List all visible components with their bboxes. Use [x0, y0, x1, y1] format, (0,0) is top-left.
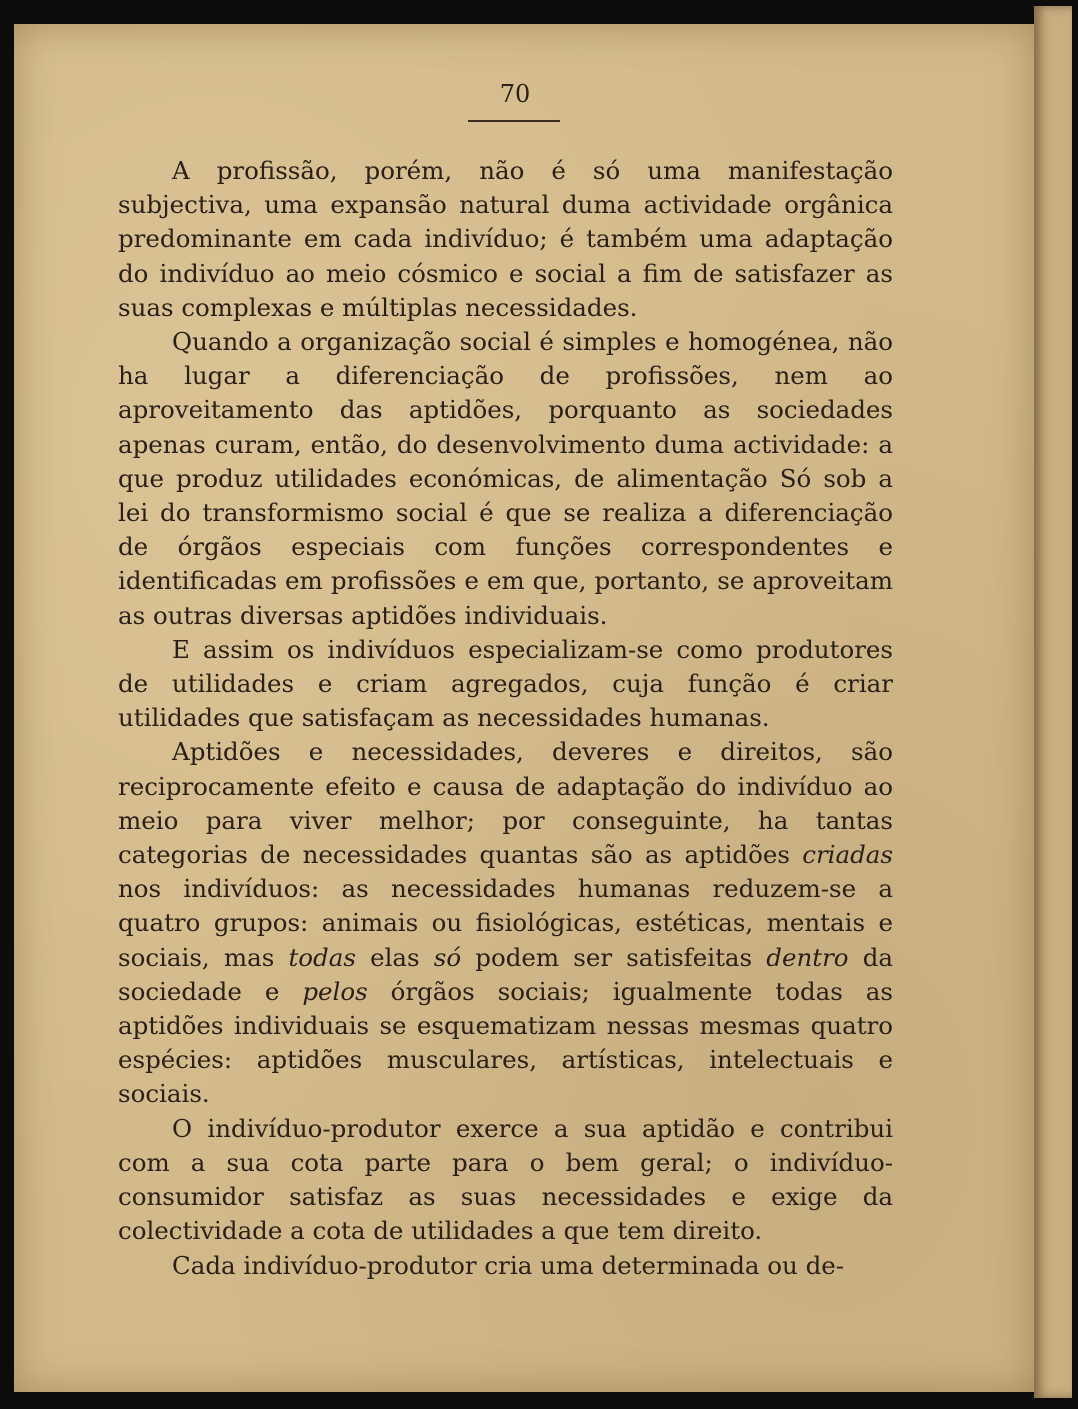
body-text: [118, 154, 893, 1283]
emphasized-text: dentro: [766, 942, 849, 972]
paragraph: [118, 325, 893, 633]
text-run: A profissão, porém, não é só uma manifestação subjectiva, uma expansão natural duma actividade orgânica predominante em cada indivíduo; é também uma adaptação do indivíduo ao meio cósmico e social a fim de satisfazer as suas complexas e múltiplas necessidades.: [118, 156, 893, 322]
text-run: Cada indivíduo-produtor cria uma determinada ou de-: [172, 1250, 845, 1280]
text-run: O indivíduo-produtor exerce a sua aptidão e contribui com a sua cota parte para o bem geral; o indivíduo-consumidor satisfaz as suas necessidades e exige da colectividade a cota de utilidades a que tem direito.: [118, 1113, 893, 1246]
text-run: Quando a organização social é simples e homogénea, não ha lugar a diferenciação de profissões, nem ao aproveitamento das aptidões, porquanto as sociedades apenas curam, então, do desenvolvimento duma actividade: a que produz utilidades económicas, de alimentação Só sob a lei do transformismo social é que se realiza a diferenciação de órgãos especiais com funções correspondentes e identificadas em profissões e em que, portanto, se aproveitam as outras diversas aptidões individuais.: [118, 327, 893, 630]
text-run: E assim os indivíduos especializam-se como produtores de utilidades e criam agregados, cuja função é criar utilidades que satisfaçam as necessidades humanas.: [118, 634, 893, 733]
text-run: órgãos sociais; igualmente todas as aptidões individuais se esquematizam nessas mesmas quatro espécies: aptidões musculares, artísticas, intelectuais e sociais.: [118, 976, 893, 1109]
text-run: nos indivíduos: as necessidades humanas reduzem-se a quatro grupos: animais ou fisiológicas, estéticas, mentais e sociais, mas: [118, 874, 893, 972]
text-run: da sociedade e: [118, 942, 894, 1006]
emphasized-text: pelos: [302, 976, 368, 1006]
emphasized-text: criadas: [802, 840, 893, 870]
adjacent-page-edge: [1034, 6, 1072, 1398]
paragraph: [118, 1249, 893, 1283]
text-run: Aptidões e necessidades, deveres e direitos, são reciprocamente efeito e causa de adaptação do indivíduo ao meio para viver melhor; por conseguinte, ha tantas categorias de necessidades quantas são as aptidões: [118, 737, 893, 870]
text-run: podem ser satisfeitas: [461, 942, 767, 972]
emphasized-text: só: [433, 942, 462, 972]
text-run: elas: [355, 942, 434, 972]
paragraph: [118, 1112, 893, 1249]
page-number-rule: [468, 120, 560, 122]
paragraph: [118, 633, 893, 736]
page-number: 70: [499, 80, 531, 108]
paragraph: [118, 735, 893, 1111]
paragraph: [118, 154, 893, 325]
emphasized-text: todas: [288, 942, 356, 972]
